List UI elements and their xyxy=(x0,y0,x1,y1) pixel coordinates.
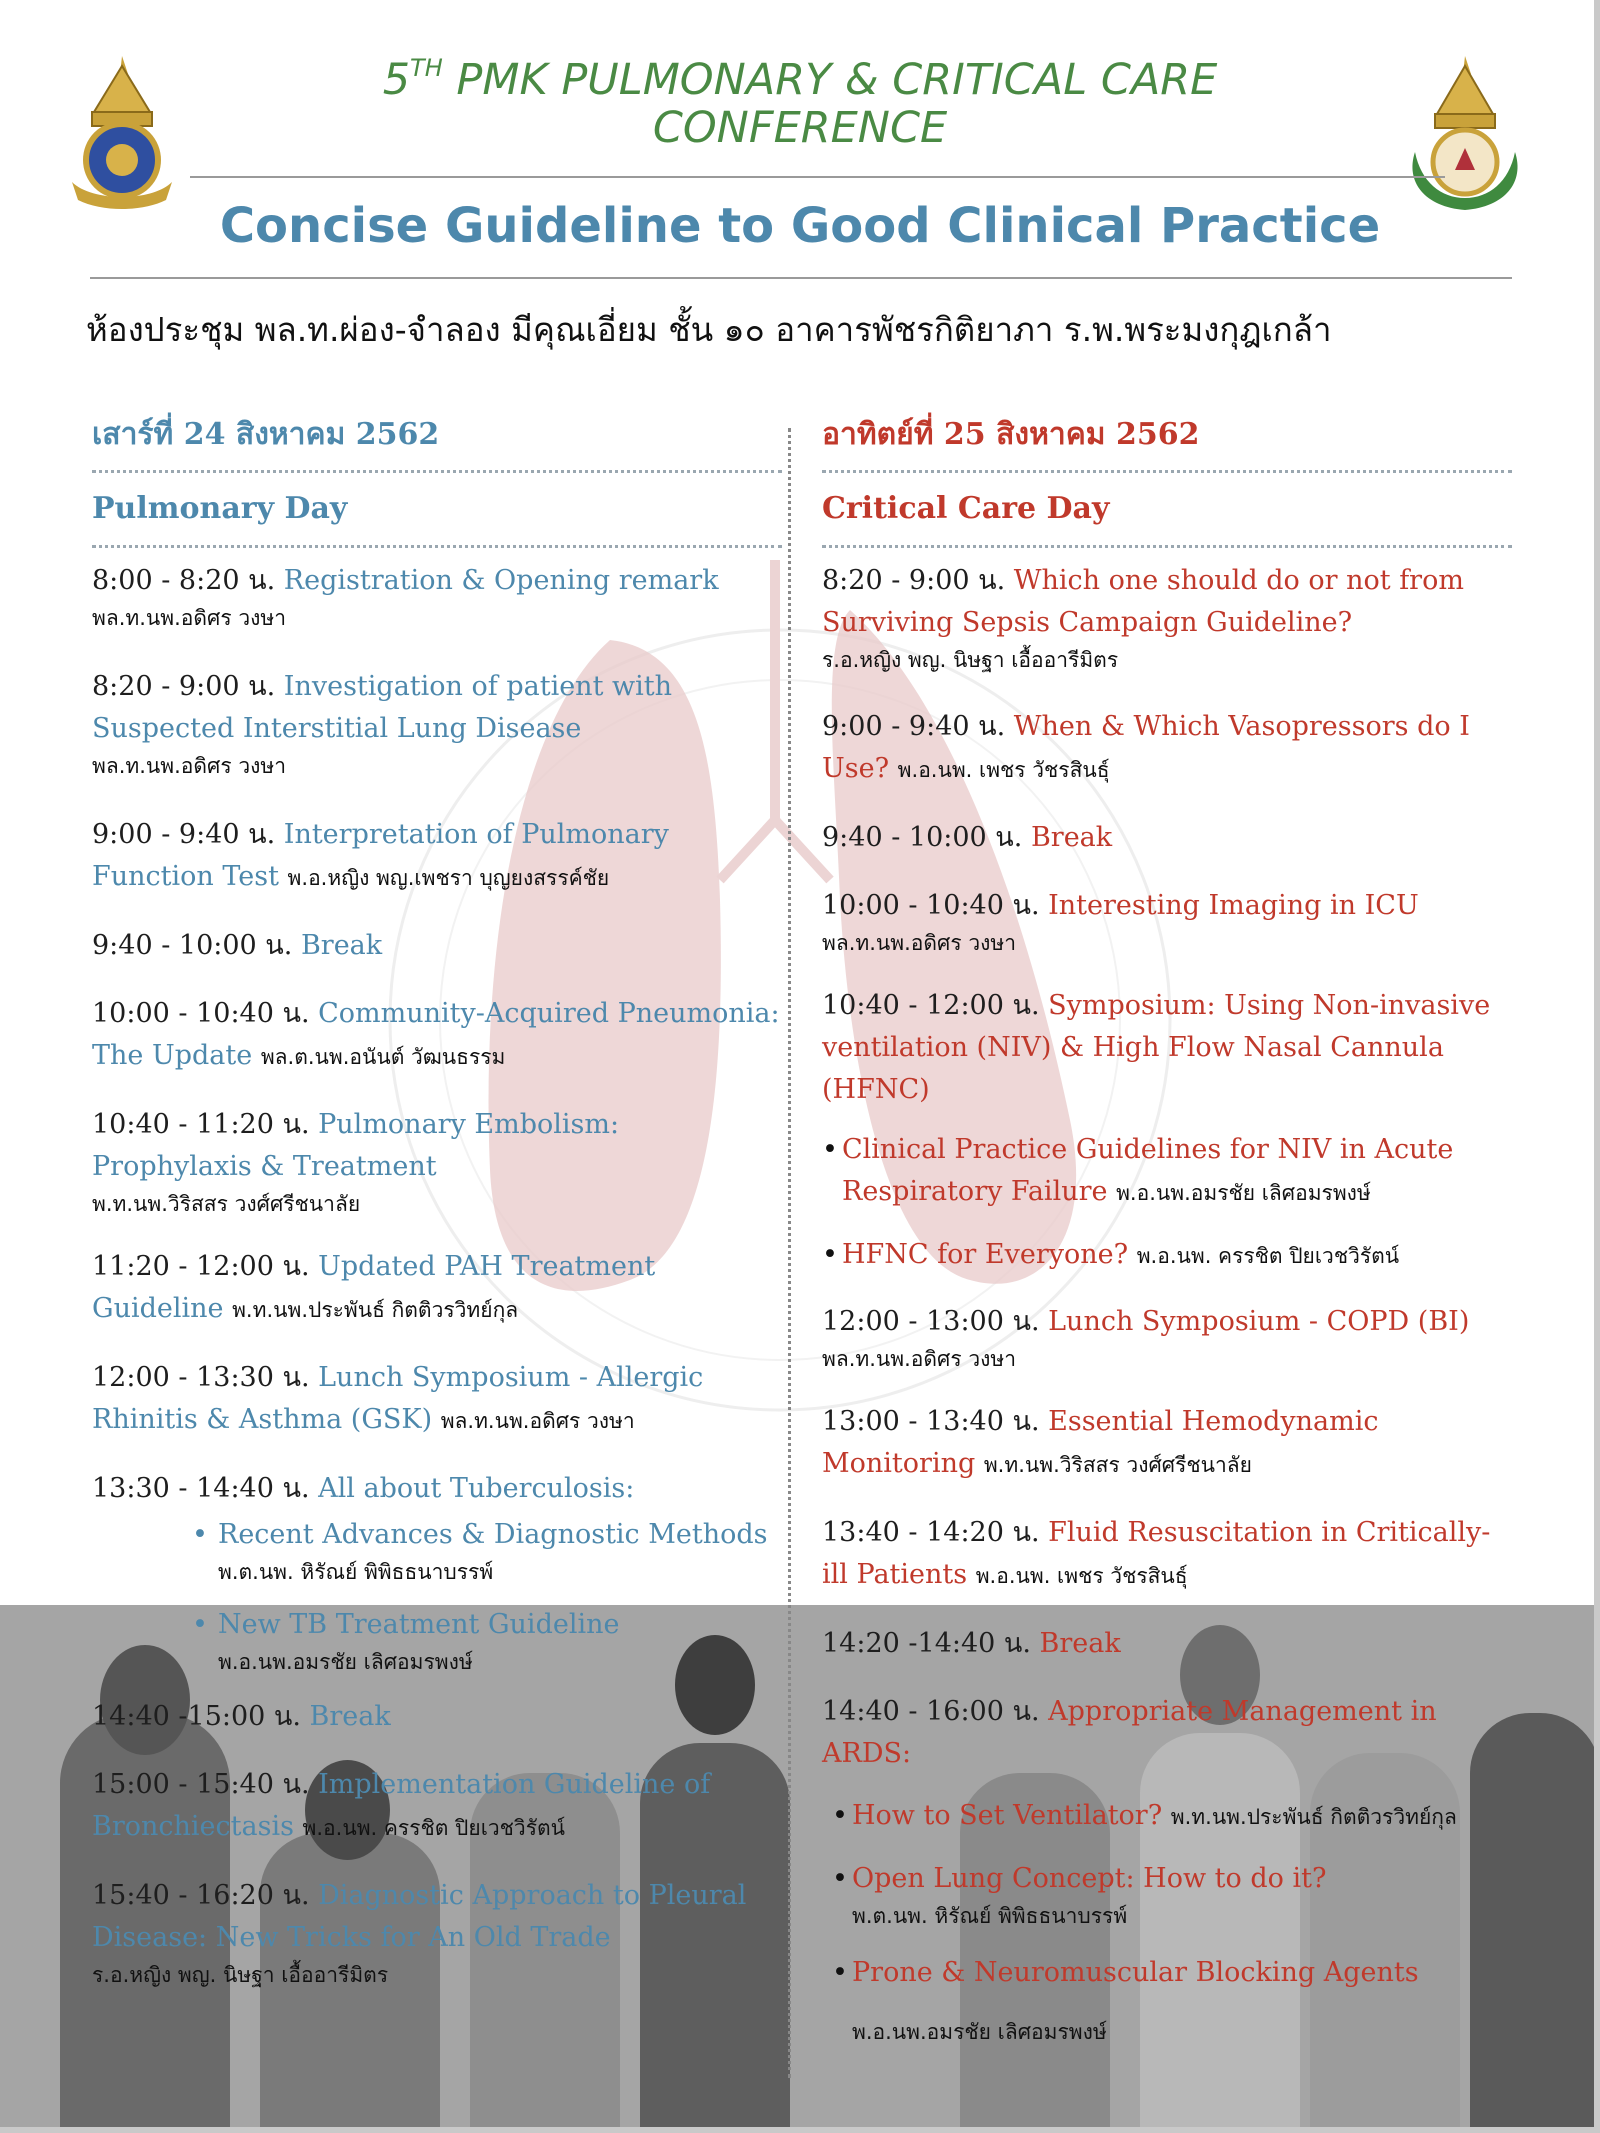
sub-session-title: Prone & Neuromuscular Blocking Agents xyxy=(852,1957,1419,1988)
session xyxy=(92,1246,782,1331)
session-title: Investigation of patient with Suspected Interstitial Lung Disease xyxy=(92,671,672,744)
session xyxy=(92,1468,782,1678)
session-title: Pulmonary Embolism: Prophylaxis & Treatment xyxy=(92,1109,620,1182)
session-title: Appropriate Management in ARDS: xyxy=(822,1696,1437,1769)
session-time: 8:00 - 8:20 น. xyxy=(92,565,276,596)
session-speaker: ร.อ.หญิง พญ. นิษฐา เอื้ออารีมิตร xyxy=(822,648,1119,672)
niv-sub-list xyxy=(822,1129,1512,1277)
list-item xyxy=(832,1858,1512,1932)
session xyxy=(92,1875,782,1991)
session-time: 13:00 - 13:40 น. xyxy=(822,1406,1040,1437)
session-speaker: พ.ต.นพ. หิรัณย์ พิพิธธนาบรรพ์ xyxy=(852,1904,1128,1928)
session-time: 9:40 - 10:00 น. xyxy=(822,822,1023,853)
pulmonary-day-column xyxy=(92,400,782,1991)
page-edge xyxy=(1594,0,1600,2133)
sub-session-title: Recent Advances & Diagnostic Methods xyxy=(218,1519,768,1550)
session-title: Break xyxy=(300,930,383,961)
session-title: Community-Acquired Pneumonia: The Update xyxy=(92,998,780,1071)
bullet-icon: • xyxy=(832,1800,848,1831)
session-time: 12:00 - 13:00 น. xyxy=(822,1306,1040,1337)
session xyxy=(92,560,782,634)
session-title: Registration & Opening remark xyxy=(283,565,719,596)
session-time: 9:00 - 9:40 น. xyxy=(92,819,276,850)
session-title: Updated PAH Treatment Guideline xyxy=(92,1251,656,1324)
session-time: 8:20 - 9:00 น. xyxy=(822,565,1006,596)
session xyxy=(92,1104,782,1220)
session xyxy=(822,1301,1512,1375)
session-speaker: พ.อ.นพ. ครรชิต ปิยเวชวิรัตน์ xyxy=(302,1816,565,1840)
session-title: Implementation Guideline of Bronchiectasis xyxy=(92,1769,711,1842)
sub-session-title: Clinical Practice Guidelines for NIV in Acute Respiratory Failure xyxy=(842,1134,1454,1207)
session xyxy=(92,666,782,782)
session xyxy=(822,885,1512,959)
bullet-icon: • xyxy=(832,1957,848,1988)
bullet-icon: • xyxy=(192,1609,208,1640)
session-title: Essential Hemodynamic Monitoring xyxy=(822,1406,1379,1479)
session-speaker: พ.ท.นพ.วิริสสร วงศ์ศรีชนาลัย xyxy=(983,1453,1252,1477)
session-speaker: พ.อ.หญิง พญ.เพชรา บุญยงสรรค์ชัย xyxy=(287,866,610,890)
session xyxy=(92,993,782,1078)
session-speaker: พล.ท.นพ.อดิศร วงษา xyxy=(822,931,1016,955)
session-speaker: พ.อ.นพ. ครรชิต ปิยเวชวิรัตน์ xyxy=(1136,1244,1400,1268)
session xyxy=(92,925,782,967)
session-time: 12:00 - 13:30 น. xyxy=(92,1362,310,1393)
list-item xyxy=(192,1514,782,1588)
session xyxy=(822,985,1512,1277)
session-title: Diagnostic Approach to Pleural Disease: New Tricks for An Old Trade xyxy=(92,1880,747,1953)
session-speaker: พ.อ.นพ. เพชร วัชรสินธุ์ xyxy=(897,758,1110,782)
session-speaker: พ.อ.นพ.อมรชัย เลิศอมรพงษ์ xyxy=(852,2020,1107,2044)
sub-session-title: New TB Treatment Guideline xyxy=(218,1609,620,1640)
session xyxy=(822,817,1512,859)
session xyxy=(92,1764,782,1849)
session-time: 15:00 - 15:40 น. xyxy=(92,1769,310,1800)
bullet-icon: • xyxy=(832,1863,848,1894)
session-title: Lunch Symposium - Allergic Rhinitis & Asthma (GSK) xyxy=(92,1362,704,1435)
session-speaker: พ.ท.นพ.ประพันธ์ กิตติวรวิทย์กุล xyxy=(232,1298,519,1322)
list-item xyxy=(822,1234,1512,1277)
session-title: Break xyxy=(1030,822,1113,853)
session xyxy=(822,1623,1512,1665)
session-speaker: พ.ท.นพ.ประพันธ์ กิตติวรวิทย์กุล xyxy=(1170,1805,1457,1829)
session-time: 13:40 - 14:20 น. xyxy=(822,1517,1040,1548)
session-title: Interpretation of Pulmonary Function Test xyxy=(92,819,669,892)
session-time: 11:20 - 12:00 น. xyxy=(92,1251,310,1282)
session-time: 9:40 - 10:00 น. xyxy=(92,930,293,961)
column-divider xyxy=(788,428,791,2078)
session-title: When & Which Vasopressors do I Use? xyxy=(822,711,1470,784)
page-edge xyxy=(0,2127,1600,2133)
session xyxy=(92,1696,782,1738)
session-speaker: พล.ท.นพ.อดิศร วงษา xyxy=(822,1347,1016,1371)
session-time: 10:00 - 10:40 น. xyxy=(92,998,310,1029)
session-speaker: พ.อ.นพ. เพชร วัชรสินธุ์ xyxy=(975,1564,1188,1588)
session xyxy=(822,1691,1512,2048)
session-time: 10:40 - 11:20 น. xyxy=(92,1109,310,1140)
list-item xyxy=(832,1952,1512,1994)
ards-sub-list xyxy=(822,1795,1512,1994)
sub-session-title: How to Set Ventilator? xyxy=(852,1800,1163,1831)
session-speaker: พล.ท.นพ.อดิศร วงษา xyxy=(92,606,286,630)
critical-care-day-column xyxy=(822,400,1512,2048)
session-speaker: พ.อ.นพ.อมรชัย เลิศอมรพงษ์ xyxy=(1116,1181,1371,1205)
session-title: Break xyxy=(309,1701,391,1732)
session-time: 13:30 - 14:40 น. xyxy=(92,1473,310,1504)
session xyxy=(92,1357,782,1442)
session-time: 14:40 -15:00 น. xyxy=(92,1701,301,1732)
sub-session-title: Open Lung Concept: How to do it? xyxy=(852,1863,1327,1894)
day-title: Pulmonary Day xyxy=(92,473,782,548)
session-speaker: ร.อ.หญิง พญ. นิษฐา เอื้ออารีมิตร xyxy=(92,1963,389,1987)
session-speaker: พล.ท.นพ.อดิศร วงษา xyxy=(440,1409,635,1433)
session-speaker: พล.ต.นพ.อนันต์ วัฒนธรรม xyxy=(260,1045,506,1069)
day-date: เสาร์ที่ 24 สิงหาคม 2562 xyxy=(92,400,782,473)
session-time: 15:40 - 16:20 น. xyxy=(92,1880,310,1911)
divider xyxy=(190,176,1445,178)
session-title: Interesting Imaging in ICU xyxy=(1048,890,1419,921)
session xyxy=(822,1512,1512,1597)
session-speaker: พ.ท.นพ.วิริสสร วงศ์ศรีชนาลัย xyxy=(92,1192,361,1216)
session xyxy=(822,706,1512,791)
emblem-right-icon xyxy=(1405,52,1525,212)
session-title: Fluid Resuscitation in Critically-ill Patients xyxy=(822,1517,1491,1590)
conference-title-line2: CONFERENCE xyxy=(652,103,948,153)
session xyxy=(822,1401,1512,1486)
session-title: Break xyxy=(1039,1628,1121,1659)
session-time: 10:00 - 10:40 น. xyxy=(822,890,1040,921)
bullet-icon: • xyxy=(822,1134,838,1165)
sub-session-title: HFNC for Everyone? xyxy=(842,1239,1129,1270)
session-time: 14:20 -14:40 น. xyxy=(822,1628,1031,1659)
list-item xyxy=(832,1795,1512,1838)
session-title: Lunch Symposium - COPD (BI) xyxy=(1048,1306,1470,1337)
session-time: 8:20 - 9:00 น. xyxy=(92,671,276,702)
session-title: Which one should do or not from Surviving Sepsis Campaign Guideline? xyxy=(822,565,1464,638)
emblem-left-icon xyxy=(62,52,182,212)
bullet-icon: • xyxy=(822,1239,838,1270)
page-subtitle: Concise Guideline to Good Clinical Practice xyxy=(219,198,1381,254)
session-speaker: พล.ท.นพ.อดิศร วงษา xyxy=(92,754,286,778)
list-item xyxy=(192,1604,782,1678)
divider xyxy=(90,277,1512,279)
session-title: Symposium: Using Non-invasive ventilation (NIV) & High Flow Nasal Cannula (HFNC) xyxy=(822,990,1491,1105)
bullet-icon: • xyxy=(192,1519,208,1550)
conference-title-line1: 5TH PMK PULMONARY & CRITICAL CARE xyxy=(382,54,1218,105)
list-item xyxy=(822,1129,1512,1214)
session-time: 9:00 - 9:40 น. xyxy=(822,711,1006,742)
session-speaker: พ.ต.นพ. หิรัณย์ พิพิธธนาบรรพ์ xyxy=(218,1560,494,1584)
session-time: 14:40 - 16:00 น. xyxy=(822,1696,1040,1727)
session-title: All about Tuberculosis: xyxy=(318,1473,635,1504)
session-speaker: พ.อ.นพ.อมรชัย เลิศอมรพงษ์ xyxy=(218,1650,473,1674)
session-time: 10:40 - 12:00 น. xyxy=(822,990,1040,1021)
venue-text: ห้องประชุม พล.ท.ผ่อง-จำลอง มีคุณเอี่ยม ชั้น ๑๐ อาคารพัชรกิติยาภา ร.พ.พระมงกุฎเกล้า xyxy=(86,310,1332,349)
day-title: Critical Care Day xyxy=(822,473,1512,548)
tb-sub-list xyxy=(92,1514,782,1678)
day-date: อาทิตย์ที่ 25 สิงหาคม 2562 xyxy=(822,400,1512,473)
session xyxy=(822,560,1512,676)
session xyxy=(92,814,782,899)
